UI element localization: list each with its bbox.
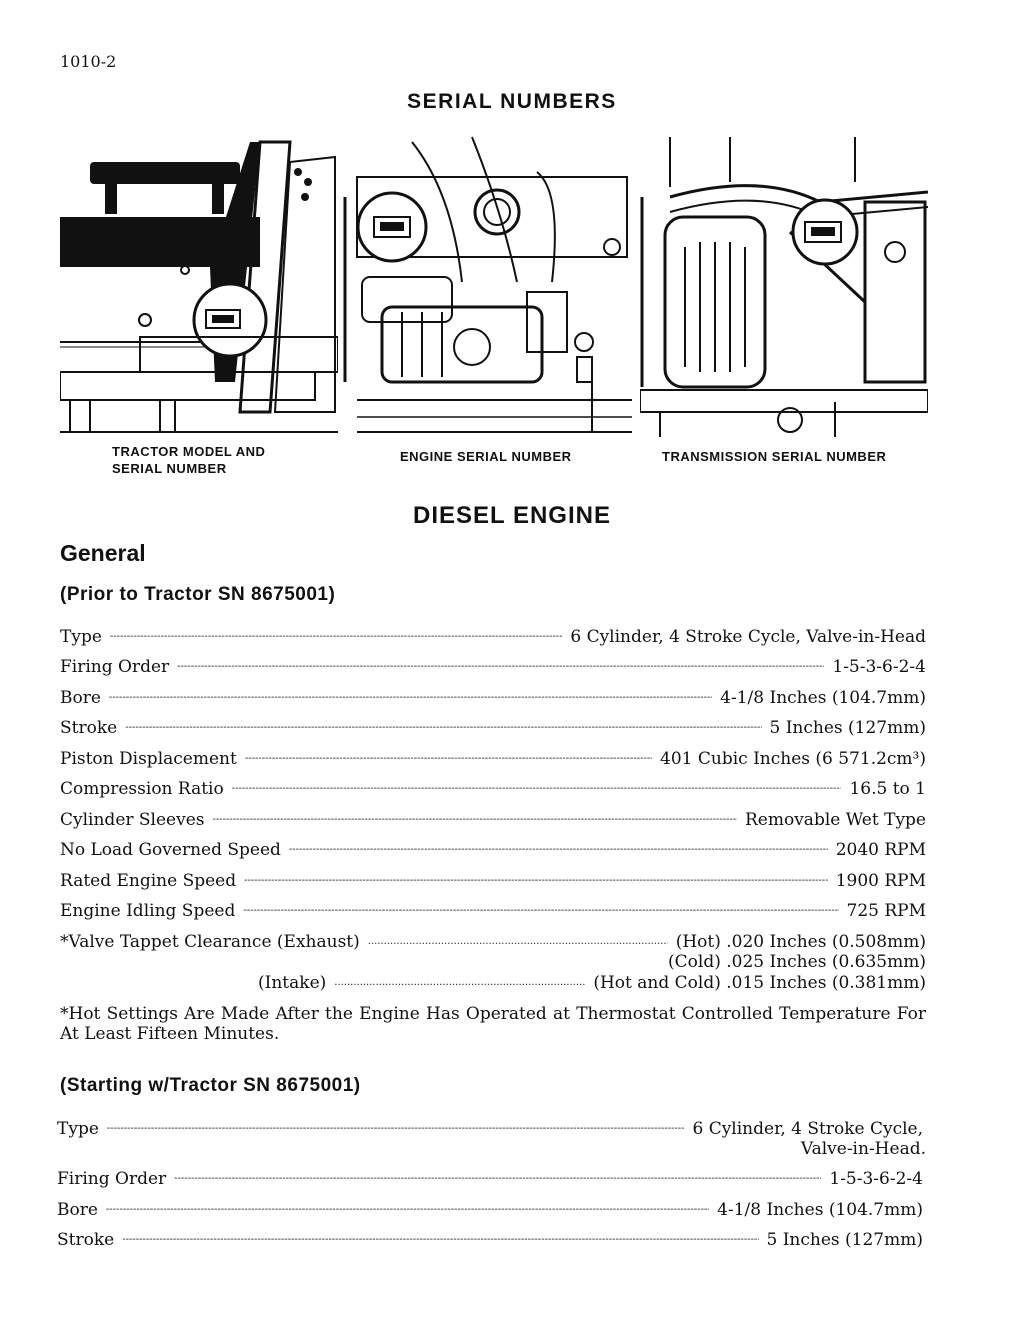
spec-row: Piston Displacement ----- 401 Cubic Inches (6 571.2cm³) [60, 749, 926, 772]
spec-row: Cylinder Sleeves ----- Removable Wet Type [60, 810, 926, 833]
spec-row: Stroke ----- 5 Inches (127mm) [60, 718, 926, 741]
transmission-serial-illustration [640, 132, 928, 442]
diesel-engine-title: DIESEL ENGINE [413, 502, 611, 529]
spec-row: Rated Engine Speed ----- 1900 RPM [60, 871, 926, 894]
spec-row: Compression Ratio ----- 16.5 to 1 [60, 779, 926, 802]
tappet-intake-row: (Intake) ..... (Hot and Cold) .015 Inches (0.381mm) [258, 973, 926, 993]
spec-row: Bore ----- 4-1/8 Inches (104.7mm) [60, 688, 926, 711]
spec-row: Type ----- 6 Cylinder, 4 Stroke Cycle, [57, 1119, 923, 1142]
spec-row: Stroke ----- 5 Inches (127mm) [57, 1230, 923, 1253]
tractor-serial-illustration [60, 132, 338, 442]
serial-numbers-title: SERIAL NUMBERS [407, 90, 617, 113]
spec-row: Engine Idling Speed ----- 725 RPM [60, 901, 926, 924]
page-number: 1010-2 [60, 52, 117, 71]
engine-serial-illustration [342, 132, 632, 442]
section1-heading: (Prior to Tractor SN 8675001) [60, 584, 336, 605]
spec-row: Bore ----- 4-1/8 Inches (104.7mm) [57, 1200, 923, 1223]
spec-row: Firing Order ----- 1-5-3-6-2-4 [57, 1169, 923, 1192]
hot-settings-note: *Hot Settings Are Made After the Engine Has Operated at Thermostat Controlled Temperature For At Least Fifteen Minutes. [60, 1004, 926, 1044]
spec-row: No Load Governed Speed ----- 2040 RPM [60, 840, 926, 863]
transmission-serial-caption: TRANSMISSION SERIAL NUMBER [662, 449, 887, 464]
spec-row: Type ----- 6 Cylinder, 4 Stroke Cycle, Valve-in-Head [60, 627, 926, 650]
general-heading: General [60, 540, 146, 566]
tractor-serial-caption: TRACTOR MODEL AND SERIAL NUMBER [112, 444, 266, 476]
tappet-exhaust-row: *Valve Tappet Clearance (Exhaust) ..... (Hot) .020 Inches (0.508mm) [60, 932, 926, 955]
engine-serial-caption: ENGINE SERIAL NUMBER [400, 449, 572, 464]
spec-type-continuation: Valve-in-Head. [800, 1139, 926, 1159]
spec-row: Firing Order ----- 1-5-3-6-2-4 [60, 657, 926, 680]
tappet-exhaust-cold: (Cold) .025 Inches (0.635mm) [668, 952, 926, 972]
section2-heading: (Starting w/Tractor SN 8675001) [60, 1075, 361, 1096]
